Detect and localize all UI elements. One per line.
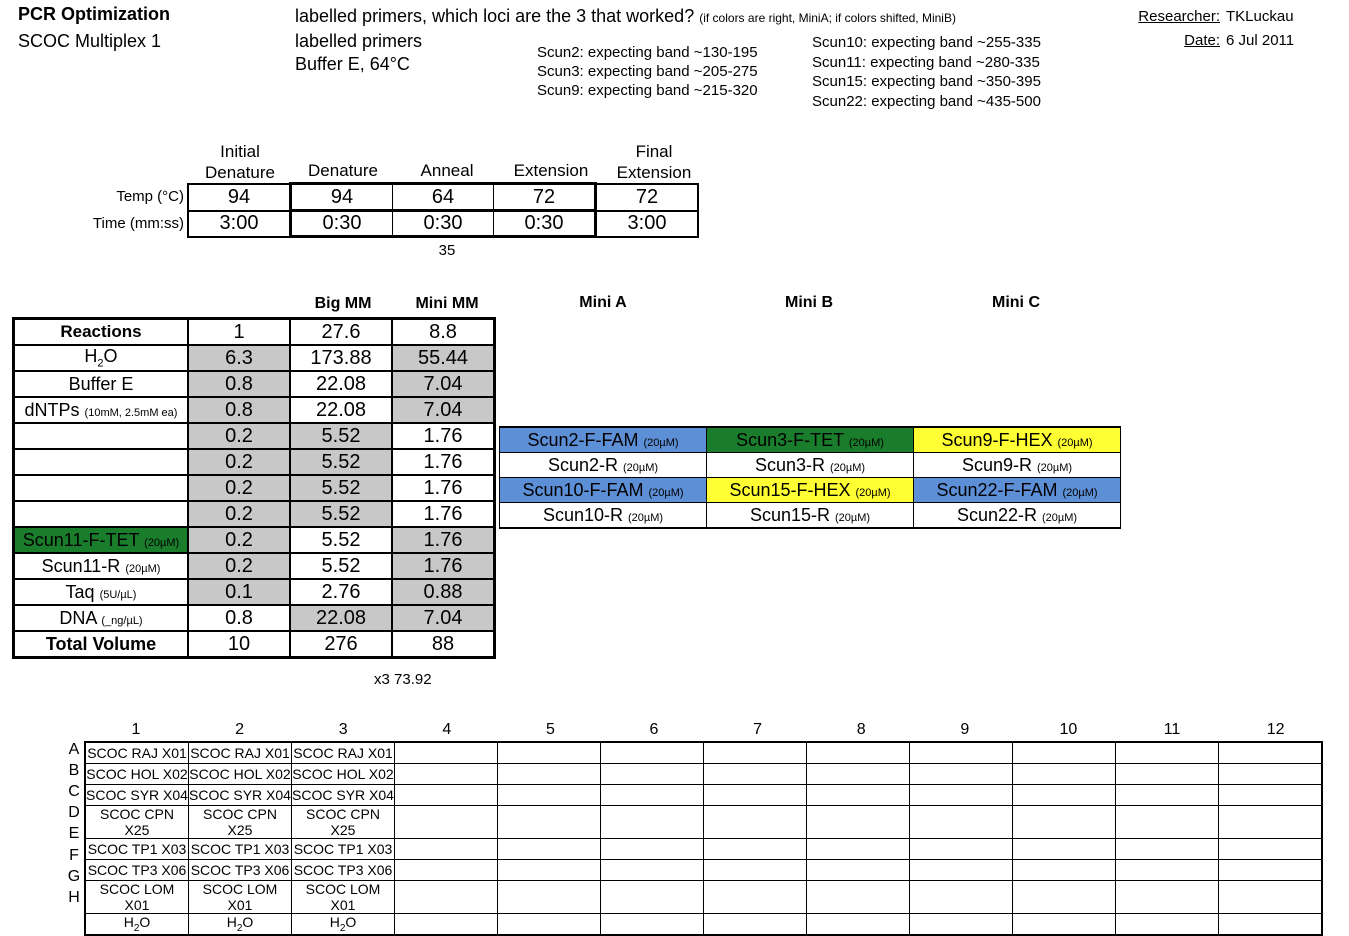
plate-well — [395, 764, 498, 785]
primer-cell: Scun22-F-FAM (20µM) — [914, 478, 1121, 503]
plate-well — [910, 914, 1013, 936]
plate-well — [498, 764, 601, 785]
plate-well: $H_2O$ — [189, 914, 292, 936]
plate-well: SCOC TP3 X06 — [292, 860, 395, 881]
cell-mini-mm: 1.76 — [392, 475, 495, 501]
plate-well — [601, 839, 704, 860]
plate-well — [1013, 860, 1116, 881]
question-line — [295, 6, 956, 27]
cell-single: 0.8 — [188, 605, 290, 631]
cell-mini-mm: 7.04 — [392, 371, 495, 397]
cell-big-mm: 5.52 — [290, 553, 392, 579]
time-cell: 3:00 — [188, 211, 291, 237]
question-note: (if colors are right, MiniA; if colors shifted, MiniB) — [699, 11, 956, 25]
plate-column-number: 7 — [753, 721, 763, 738]
recipe-row-buffer — [14, 371, 495, 397]
question-text: labelled primers, which loci are the 3 that worked? — [295, 6, 695, 26]
mini-c-header: Mini C — [992, 294, 1040, 311]
cell-single: 0.1 — [188, 579, 290, 605]
row-label — [14, 423, 189, 449]
plate-well — [498, 806, 601, 839]
cell-single: 0.2 — [188, 501, 290, 527]
researcher-label: Researcher: — [1138, 8, 1220, 25]
plate-well — [807, 742, 910, 764]
plate-well — [1219, 806, 1323, 839]
bands-left — [537, 43, 758, 100]
plate-well — [395, 860, 498, 881]
page-subtitle: SCOC Multiplex 1 — [18, 31, 162, 51]
plate-well — [910, 806, 1013, 839]
plate-well — [807, 764, 910, 785]
temp-label: Temp (°C) — [116, 188, 184, 205]
plate-column-number: 4 — [442, 721, 452, 738]
plate-well — [704, 839, 807, 860]
plate-well — [910, 742, 1013, 764]
plate-well — [807, 839, 910, 860]
plate-well: $H_2O$ — [292, 914, 395, 936]
plate-well: SCOC HOL X02 — [189, 764, 292, 785]
plate-well: SCOC SYR X04 — [85, 785, 189, 806]
plate-row-label: E — [68, 825, 80, 843]
plate-well — [1219, 785, 1323, 806]
primer-cell: Scun2-F-FAM (20µM) — [500, 427, 707, 453]
cell-mini-mm: 0.88 — [392, 579, 495, 605]
plate-well — [1013, 785, 1116, 806]
plate-well — [601, 785, 704, 806]
plate-well — [1116, 742, 1219, 764]
plate-well — [601, 764, 704, 785]
plate-well: SCOC CPN X25 — [292, 806, 395, 839]
plate-column-number: 9 — [960, 721, 970, 738]
plate-well — [807, 914, 910, 936]
plate-well: $H_2O$ — [85, 914, 189, 936]
plate-well — [1116, 839, 1219, 860]
plate-column-number: 5 — [545, 721, 555, 738]
plate-row — [85, 860, 1322, 881]
cell-single: 0.2 — [188, 449, 290, 475]
plate-column-number: 2 — [235, 721, 245, 738]
plate-well: SCOC TP1 X03 — [292, 839, 395, 860]
plate-row — [85, 742, 1322, 764]
mini-a-header: Mini A — [579, 294, 627, 311]
plate-well — [1116, 785, 1219, 806]
cell-single: 0.8 — [188, 397, 290, 423]
recipe-row-dntps — [14, 397, 495, 423]
primer-cell: Scun10-R (20µM) — [500, 503, 707, 529]
time-cell: 0:30 — [494, 211, 596, 237]
plate-well — [1219, 914, 1323, 936]
cell-big-mm: 276 — [290, 631, 392, 658]
recipe-row-primer — [14, 475, 495, 501]
cell-mini-mm: 1.76 — [392, 527, 495, 553]
row-label: $H_2O$ — [14, 345, 189, 371]
recipe-table — [12, 317, 496, 659]
plate-row-label: F — [69, 846, 79, 864]
cycle-header-initial: Initial Denature — [205, 142, 275, 182]
plate-column-number: 6 — [649, 721, 659, 738]
plate-well — [1116, 860, 1219, 881]
row-label: Buffer E — [14, 371, 189, 397]
plate-well — [498, 914, 601, 936]
plate-well — [498, 839, 601, 860]
plate-well — [1013, 764, 1116, 785]
plate-well: SCOC LOM X01 — [292, 881, 395, 914]
plate-well — [910, 860, 1013, 881]
plate-well — [704, 806, 807, 839]
plate-well: SCOC CPN X25 — [189, 806, 292, 839]
plate-column-number: 3 — [338, 721, 348, 738]
page-title: PCR Optimization — [18, 4, 170, 24]
mini-mm-header: Mini MM — [415, 295, 479, 312]
plate-well — [601, 860, 704, 881]
band-note: Scun9: expecting band ~215-320 — [537, 82, 758, 99]
plate-well — [498, 742, 601, 764]
plate-well — [807, 806, 910, 839]
recipe-row-water — [14, 345, 495, 371]
date-label: Date: — [1184, 32, 1220, 49]
plate-well — [498, 785, 601, 806]
plate-well — [910, 764, 1013, 785]
recipe-row-primer — [14, 449, 495, 475]
plate-well — [807, 881, 910, 914]
band-note: Scun15: expecting band ~350-395 — [812, 73, 1041, 90]
time-label: Time (mm:ss) — [92, 215, 184, 232]
bands-right — [812, 33, 1041, 111]
cell-big-mm: 27.6 — [290, 319, 392, 346]
plate-well — [1219, 881, 1323, 914]
cell-big-mm: 5.52 — [290, 423, 392, 449]
plate-row — [85, 764, 1322, 785]
primer-table — [499, 426, 1121, 529]
primer-cell: Scun10-F-FAM (20µM) — [500, 478, 707, 503]
cycle-header-anneal: Anneal — [420, 161, 474, 180]
temp-cell: 72 — [596, 184, 699, 211]
band-note: Scun2: expecting band ~130-195 — [537, 44, 758, 61]
cell-big-mm: 22.08 — [290, 397, 392, 423]
plate-column-number: 11 — [1163, 721, 1181, 738]
plate-well — [910, 839, 1013, 860]
row-label: Scun11-R (20µM) — [14, 553, 189, 579]
plate-column-number: 12 — [1266, 721, 1285, 738]
cell-single: 10 — [188, 631, 290, 658]
row-label: Scun11-F-TET (20µM) — [14, 527, 189, 553]
plate-row-label: H — [68, 888, 80, 906]
plate-grid — [84, 741, 1323, 936]
cell-big-mm: 5.52 — [290, 475, 392, 501]
recipe-row-primer — [14, 423, 495, 449]
cell-single: 0.2 — [188, 527, 290, 553]
row-label: Reactions — [14, 319, 189, 346]
primer-cell: Scun15-R (20µM) — [707, 503, 914, 529]
primer-cell: Scun3-R (20µM) — [707, 453, 914, 478]
plate-column-number: 1 — [131, 721, 141, 738]
cell-mini-mm: 7.04 — [392, 397, 495, 423]
plate-row — [85, 785, 1322, 806]
plate-well — [395, 806, 498, 839]
plate-well — [498, 860, 601, 881]
plate-row — [85, 839, 1322, 860]
cell-big-mm: 5.52 — [290, 449, 392, 475]
plate-well: SCOC TP3 X06 — [85, 860, 189, 881]
cell-mini-mm: 1.76 — [392, 501, 495, 527]
cycle-count: 35 — [438, 242, 456, 259]
plate-well: SCOC HOL X02 — [292, 764, 395, 785]
plate-well — [704, 881, 807, 914]
recipe-row-scun11-f — [14, 527, 495, 553]
plate-well — [1116, 806, 1219, 839]
temp-cell: 64 — [393, 184, 494, 211]
row-label: DNA (_ng/µL) — [14, 605, 189, 631]
recipe-row-total — [14, 631, 495, 658]
plate-row — [85, 881, 1322, 914]
time-cell: 0:30 — [393, 211, 494, 237]
band-note: Scun3: expecting band ~205-275 — [537, 63, 758, 80]
plate-well: SCOC RAJ X01 — [85, 742, 189, 764]
row-label: Total Volume — [14, 631, 189, 658]
recipe-row-primer — [14, 501, 495, 527]
cell-single: 0.2 — [188, 475, 290, 501]
plate-well — [1013, 881, 1116, 914]
time-cell: 0:30 — [291, 211, 393, 237]
plate-well — [601, 806, 704, 839]
plate-well — [395, 742, 498, 764]
mini-b-header: Mini B — [785, 294, 833, 311]
primer-cell: Scun15-F-HEX (20µM) — [707, 478, 914, 503]
plate-well — [1013, 914, 1116, 936]
plate-well — [1219, 764, 1323, 785]
band-note: Scun11: expecting band ~280-335 — [812, 53, 1040, 71]
plate-well — [601, 881, 704, 914]
plate-well — [601, 742, 704, 764]
cell-big-mm: 5.52 — [290, 501, 392, 527]
plate-well — [1219, 860, 1323, 881]
row-label: Taq (5U/µL) — [14, 579, 189, 605]
recipe-row-reactions — [14, 319, 495, 346]
plate-well — [498, 881, 601, 914]
plate-well — [807, 785, 910, 806]
primer-cell: Scun2-R (20µM) — [500, 453, 707, 478]
plate-row-label: A — [68, 741, 80, 758]
date-value: 6 Jul 2011 — [1226, 32, 1295, 49]
temp-cell: 72 — [494, 184, 596, 211]
plate-well — [910, 881, 1013, 914]
row-label — [14, 449, 189, 475]
cycle-table — [187, 182, 699, 238]
plate-well — [1013, 742, 1116, 764]
plate-row — [85, 806, 1322, 839]
cell-mini-mm: 1.76 — [392, 449, 495, 475]
plate-well — [395, 839, 498, 860]
recipe-row-dna — [14, 605, 495, 631]
recipe-row-scun11-r — [14, 553, 495, 579]
primer-cell: Scun3-F-TET (20µM) — [707, 427, 914, 453]
primer-cell: Scun22-R (20µM) — [914, 503, 1121, 529]
plate-well — [395, 914, 498, 936]
plate-row-label: G — [67, 867, 81, 885]
row-label — [14, 501, 189, 527]
cycle-header-final: Final Extension — [616, 142, 692, 182]
plate-well — [1219, 839, 1323, 860]
row-label — [14, 475, 189, 501]
plate-row-label: B — [68, 762, 80, 780]
cell-mini-mm: 1.76 — [392, 423, 495, 449]
researcher-name: TKLuckau — [1226, 8, 1294, 25]
plate-well — [910, 785, 1013, 806]
plate-well — [1116, 881, 1219, 914]
plate-well: SCOC SYR X04 — [292, 785, 395, 806]
plate-well: SCOC CPN X25 — [85, 806, 189, 839]
cell-mini-mm: 1.76 — [392, 553, 495, 579]
plate-column-number: 10 — [1059, 721, 1078, 738]
plate-well — [704, 764, 807, 785]
plate-well — [395, 881, 498, 914]
temp-cell: 94 — [188, 184, 291, 211]
plate-well — [704, 914, 807, 936]
cell-single: 0.8 — [188, 371, 290, 397]
cell-big-mm: 22.08 — [290, 371, 392, 397]
plate-well: SCOC RAJ X01 — [189, 742, 292, 764]
plate-well — [601, 914, 704, 936]
cell-mini-mm: 7.04 — [392, 605, 495, 631]
plate-row-label: D — [68, 804, 80, 822]
plate-row — [85, 914, 1322, 936]
recipe-row-taq — [14, 579, 495, 605]
buffer-line: Buffer E, 64°C — [295, 54, 410, 74]
plate-well — [704, 860, 807, 881]
cell-mini-mm: 88 — [392, 631, 495, 658]
time-cell: 3:00 — [596, 211, 699, 237]
plate-well — [1013, 806, 1116, 839]
cell-single: 1 — [188, 319, 290, 346]
plate-well: SCOC TP3 X06 — [189, 860, 292, 881]
temp-cell: 94 — [291, 184, 393, 211]
plate-well — [704, 742, 807, 764]
cell-big-mm: 2.76 — [290, 579, 392, 605]
plate-well — [1116, 914, 1219, 936]
plate-well — [395, 785, 498, 806]
plate-well: SCOC RAJ X01 — [292, 742, 395, 764]
primer-cell: Scun9-R (20µM) — [914, 453, 1121, 478]
cell-big-mm: 5.52 — [290, 527, 392, 553]
plate-well: SCOC HOL X02 — [85, 764, 189, 785]
plate-well: SCOC LOM X01 — [85, 881, 189, 914]
band-note: Scun22: expecting band ~435-500 — [812, 92, 1041, 110]
plate-well — [704, 785, 807, 806]
cell-big-mm: 22.08 — [290, 605, 392, 631]
plate-column-number: 8 — [856, 721, 866, 738]
big-mm-header: Big MM — [314, 295, 372, 312]
plate-well — [1013, 839, 1116, 860]
plate-well — [1219, 742, 1323, 764]
cycle-header-denature: Denature — [308, 161, 378, 180]
plate-well: SCOC LOM X01 — [189, 881, 292, 914]
plate-well — [807, 860, 910, 881]
plate-row-label: C — [68, 783, 80, 801]
plate-well — [1116, 764, 1219, 785]
primer-cell: Scun9-F-HEX (20µM) — [914, 427, 1121, 453]
cycle-header-extension: Extension — [513, 161, 589, 180]
plate-well: SCOC SYR X04 — [189, 785, 292, 806]
cell-single: 0.2 — [188, 553, 290, 579]
cell-single: 0.2 — [188, 423, 290, 449]
cell-single: 6.3 — [188, 345, 290, 371]
cell-mini-mm: 8.8 — [392, 319, 495, 346]
recipe-footnote: x3 73.92 — [374, 671, 432, 688]
primers-line: labelled primers — [295, 31, 423, 51]
row-label: dNTPs (10mM, 2.5mM ea) — [14, 397, 189, 423]
plate-well: SCOC TP1 X03 — [85, 839, 189, 860]
cell-big-mm: 173.88 — [290, 345, 392, 371]
plate-well: SCOC TP1 X03 — [189, 839, 292, 860]
cell-mini-mm: 55.44 — [392, 345, 495, 371]
band-note: Scun10: expecting band ~255-335 — [812, 34, 1041, 51]
